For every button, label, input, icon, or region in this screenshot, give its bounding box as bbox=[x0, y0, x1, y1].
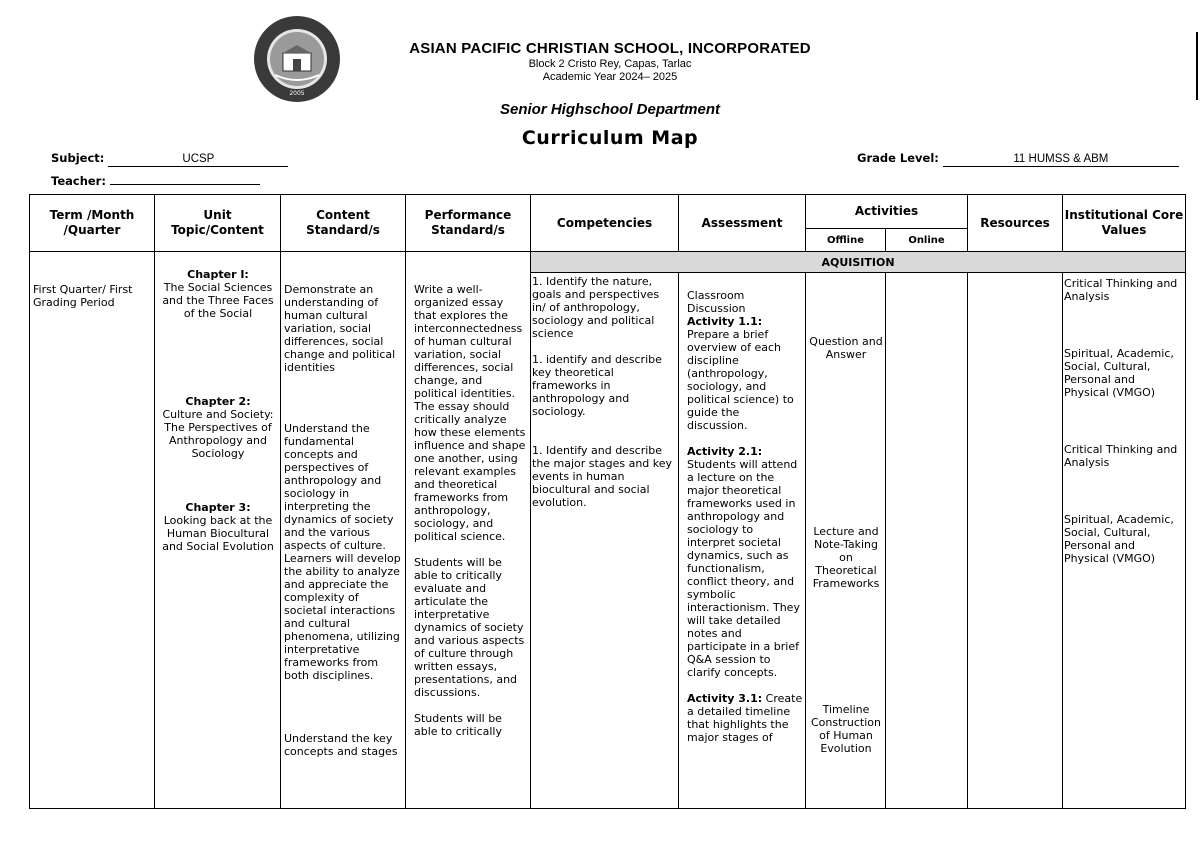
grade-level-label: Grade Level: bbox=[857, 151, 939, 165]
resources-cell bbox=[968, 273, 1063, 809]
assessment-cell bbox=[679, 273, 806, 809]
term-text: First Quarter/ First Grading Period bbox=[33, 283, 133, 309]
content-standard-1: Demonstrate an understanding of human cultural variation, social differences, social change and political identities bbox=[284, 283, 396, 374]
offline-activities-cell bbox=[806, 273, 886, 809]
teacher-field bbox=[51, 171, 260, 188]
header-online: Online bbox=[886, 229, 968, 252]
header-core-values: Institutional Core Values bbox=[1063, 195, 1186, 252]
unit-1-chapter: Chapter I: bbox=[187, 268, 249, 281]
subject-value: UCSP bbox=[108, 153, 288, 167]
offline-activity-3: Timeline Construction of Human Evolution bbox=[810, 703, 882, 755]
online-activities-cell bbox=[886, 273, 968, 809]
core-value-4: Spiritual, Academic, Social, Cultural, Personal and Physical (VMGO) bbox=[1064, 513, 1174, 565]
assessment-2-text: Prepare a brief overview of each discipline (anthropology, sociology, and political science) to guide the discussion. bbox=[687, 328, 794, 432]
unit-3-title: Looking back at the Human Biocultural and Social Evolution bbox=[162, 514, 274, 553]
school-name: ASIAN PACIFIC CHRISTIAN SCHOOL, INCORPORATED bbox=[409, 40, 811, 57]
teacher-value bbox=[110, 171, 260, 185]
performance-standards-cell bbox=[406, 252, 531, 809]
offline-activity-1: Question and Answer bbox=[809, 335, 883, 361]
unit-1 bbox=[158, 268, 278, 320]
unit-2-title: Culture and Society: The Perspectives of Anthropology and Sociology bbox=[162, 408, 274, 460]
department-name: Senior Highschool Department bbox=[499, 101, 721, 118]
offline-activity-2: Lecture and Note-Taking on Theoretical Frameworks bbox=[812, 525, 880, 590]
subject-field bbox=[51, 151, 288, 167]
assessment-2-label: Activity 1.1: bbox=[687, 315, 763, 328]
page-edge-mark bbox=[1196, 32, 1198, 100]
core-value-3: Critical Thinking and Analysis bbox=[1064, 443, 1178, 469]
header-term: Term /Month /Quarter bbox=[30, 195, 155, 252]
academic-year: Academic Year 2024– 2025 bbox=[542, 70, 678, 83]
core-value-1: Critical Thinking and Analysis bbox=[1064, 277, 1178, 303]
header-assessment: Assessment bbox=[679, 195, 806, 252]
header-offline: Offline bbox=[806, 229, 886, 252]
core-values-cell bbox=[1063, 273, 1186, 809]
performance-standard-2: Students will be able to critically evaluate and articulate the interpretative dynamics of society and various aspects of culture through written essays, presentations, and discussions. bbox=[414, 556, 525, 699]
unit-cell bbox=[155, 252, 281, 809]
header-activities: Activities bbox=[806, 195, 968, 229]
unit-2 bbox=[158, 395, 278, 460]
teacher-label: Teacher: bbox=[51, 174, 106, 188]
curriculum-map-table bbox=[29, 194, 1186, 809]
assessment-4-text: Create a detailed timeline that highlights the major stages of bbox=[687, 692, 803, 744]
acquisition-banner: AQUISITION bbox=[531, 252, 1186, 273]
assessment-4 bbox=[687, 692, 803, 744]
header-unit: Unit Topic/Content bbox=[155, 195, 281, 252]
performance-standard-1: Write a well-organized essay that explores the interconnectedness of human cultural variation, social differences, social change, and political identities. The essay should critically analyze how these elements influence and shape one another, using relevant examples and theoretical frameworks from anthropology, sociology, and political science. bbox=[414, 283, 526, 543]
page-title: Curriculum Map bbox=[521, 127, 699, 149]
school-address-block bbox=[330, 58, 890, 83]
assessment-2 bbox=[687, 315, 803, 432]
unit-3 bbox=[158, 501, 278, 553]
competency-1: 1. Identify the nature, goals and perspectives in/ of anthropology, sociology and political science bbox=[532, 275, 660, 340]
assessment-3-text: Students will attend a lecture on the major theoretical frameworks used in anthropology and sociology to interpret societal dynamics, such as functionalism, conflict theory, and symbolic interactionism. They will take detailed notes and participate in a brief Q&A session to clarify concepts. bbox=[687, 458, 800, 679]
header-content-standards: Content Standard/s bbox=[281, 195, 406, 252]
unit-1-title: The Social Sciences and the Three Faces of the Social bbox=[162, 281, 274, 320]
content-standards-cell bbox=[281, 252, 406, 809]
header-performance-standards: Performance Standard/s bbox=[406, 195, 531, 252]
school-address: Block 2 Cristo Rey, Capas, Tarlac bbox=[528, 58, 692, 70]
core-value-2: Spiritual, Academic, Social, Cultural, Personal and Physical (VMGO) bbox=[1064, 347, 1174, 399]
content-standard-3: Understand the key concepts and stages bbox=[284, 732, 398, 758]
competency-3: 1. Identify and describe the major stages and key events in human biocultural and social evolution. bbox=[532, 444, 673, 509]
school-logo bbox=[253, 15, 341, 103]
assessment-1: Classroom Discussion bbox=[687, 289, 746, 315]
unit-2-chapter: Chapter 2: bbox=[185, 395, 251, 408]
grade-level-value: 11 HUMSS & ABM bbox=[943, 153, 1179, 167]
header-resources: Resources bbox=[968, 195, 1063, 252]
assessment-4-label: Activity 3.1: bbox=[687, 692, 763, 705]
assessment-3 bbox=[687, 445, 803, 679]
performance-standard-3: Students will be able to critically bbox=[414, 712, 502, 738]
competency-2: 1. identify and describe key theoretical frameworks in anthropology and sociology. bbox=[532, 353, 662, 418]
unit-3-chapter: Chapter 3: bbox=[185, 501, 251, 514]
content-standard-2: Understand the fundamental concepts and perspectives of anthropology and sociology in interpreting the dynamics of society and the various aspects of culture. Learners will develop the ability to analyze and appreciate the complexity of societal interactions and cultural phenomena, utilizing interpretative frameworks from both disciplines. bbox=[284, 422, 401, 682]
header-competencies: Competencies bbox=[531, 195, 679, 252]
assessment-3-label: Activity 2.1: bbox=[687, 445, 763, 458]
competencies-cell bbox=[531, 273, 679, 809]
logo-year: 2005 bbox=[289, 90, 305, 97]
term-cell bbox=[30, 252, 155, 809]
grade-level-field bbox=[857, 151, 1179, 167]
subject-label: Subject: bbox=[51, 151, 105, 165]
